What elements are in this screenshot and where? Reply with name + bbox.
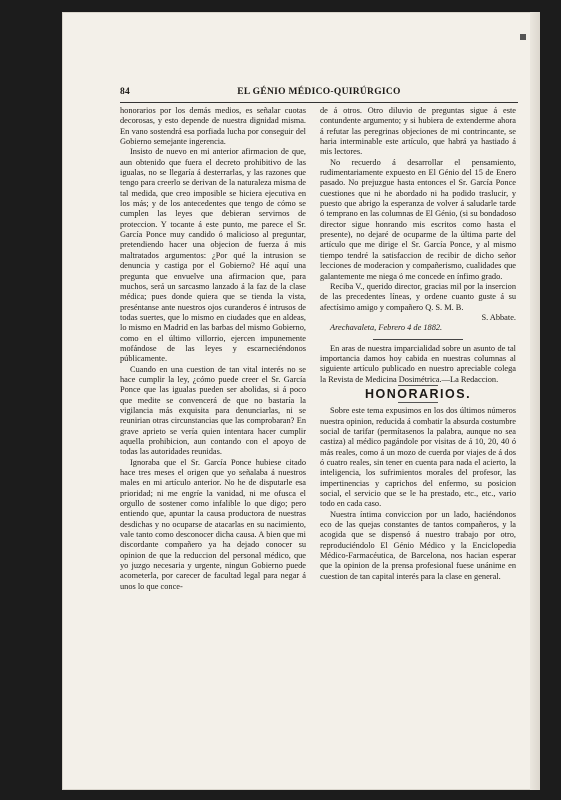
paragraph: Nuestra íntima conviccion por un lado, haciéndonos eco de las quejas constantes de tantos compañeros, y la acogida que se dispensó á nuestro trabajo por otro, reproduciéndolo El Génio Médico y la Enciclopedia Médico-Farmacéutica, de Barcelona, nos hacian esperar que la opinion de la prensa profesional fuese unánime en cuestion de tan capital interés para la clase en general. (320, 509, 516, 581)
paragraph: de á otros. Otro diluvio de preguntas sigue á este contundente argumento; y si hubiera de extenderme ahora á refutar las peregrinas objeciones de mi contrincante, se haria interminable este artículo, que habrá ya hastiado á mis lectores. (320, 106, 516, 157)
paragraph: honorarios por los demás medios, es señalar cuotas decorosas, y esto depende de nuestra dignidad misma. En vano sostendrá esa porfiada lucha por conseguir del Gobierno semejante ingerencia. (120, 106, 306, 147)
dateline: Arechavaleta, Febrero 4 de 1882. (330, 323, 443, 333)
paragraph: Sobre este tema expusimos en los dos últimos números nuestra opinion, reducida á combatir la absurda costumbre social de tarifar (permítasenos la palabra, aunque no sea castiza) al médico pagándole por visitas de á 10, 20, 40 ó más reales, como á un mozo de cuerda por viajes de á dos ó cuatro reales, sin tener en cuenta para nada el acierto, la inteligencia, los sufrimientos morales del profesor, las impertinencias y caprichos del enfermo, su posicion social, el servicio que se le ha prestado, etc., etc., vario todo en cada caso. (320, 406, 516, 509)
document-page (62, 12, 540, 790)
editorial-note: En aras de nuestra imparcialidad sobre un asunto de tal importancia damos hoy cabida en nuestras columnas al siguiente artículo publicado en nuestro apreciable colega la Revista de Medicina Dosimétrica.—La Redaccion. (320, 343, 516, 384)
header-rule (120, 102, 518, 103)
signature: S. Abbate. (481, 312, 516, 322)
scan-mark (520, 34, 526, 40)
running-title: EL GÉNIO MÉDICO-QUIRÚRGICO (237, 87, 401, 97)
running-header (120, 87, 518, 101)
paragraph: Ignoraba que el Sr. García Ponce hubiese citado hace tres meses el origen que yo señalaba á nuestros males en mi artículo anterior. No he de disputarle esa prioridad; ni me engríe la vanidad, ni me ofusca el orgullo de sostener como infalible lo que digo; pero entiendo que, apuntar la causa productora de nuestras desdichas y no ocuparse de atacarlas en su nacimiento, vale tanto como desconocer dicha causa. A bien que mi discordante compañero ya ha dejado conocer su opinion de que la reduccion del personal médico, que yo juzgo necesaria y urgente, ningun Gobierno puede acometerla, por carecer de facultad legal para negar á unos lo que conce- (120, 457, 306, 591)
paragraph: Cuando en una cuestion de tan vital interés no se hace cumplir la ley, ¿cómo puede creer el Sr. García Ponce que las igualas pueden ser abolidas, si á poco que medite se convencerá de que no bastaría la vigilancia más exquisita para denunciarlas, ni se reunirian otras circunstancias que las comprobaran? En grave aprieto se vería quien intentara hacer cumplir aquella prohibicion, aun contando con el apoyo de todas las autoridades reunidas. (120, 364, 306, 457)
page-number: 84 (120, 87, 131, 97)
separator-rule (398, 402, 438, 403)
separator-rule (373, 339, 463, 340)
right-column (320, 106, 516, 582)
paragraph: Insisto de nuevo en mi anterior afirmacion de que, aun obtenido que fuera el decreto prohibitivo de las igualas, no se llegaría á desterrarlas, y las razones que tengo para creerlo se derivan de la naturaleza misma de tal medida, que creo imposible se hiciera ejecutiva en los más; y de los antecedentes que tengo de cómo se cumplen las leyes que debieran servirnos de proteccion. Y tocante á este punto, me parece el Sr. García Ponce muy candido ó malicioso al preguntar, pretendiendo hacer una objecion de fuerza á mis maltratados argumentos: ¿Por qué la intrusion se denuncia y castiga por el Gobierno? Hé aquí una pregunta que envuelve una afirmacion que, para muchos, será un sarcasmo lanzado á la faz de la clase médica; pues donde quiera que se tienda la vista, preséntanse ante nuestros ojos curanderos é intrusos de todas suertes, que lo mismo en ciudades que en aldeas, lo mismo en Madrid en las barbas del mismo Gobierno, como en el último villorrio, ejercen impunemente mofándose de las leyes y escarneciéndonos públicamente. (120, 147, 306, 364)
left-column (120, 106, 306, 592)
section-title: HONORARIOS. (364, 386, 472, 401)
paragraph: Reciba V., querido director, gracias mil por la insercion de las precedentes líneas, y ordene cuanto guste á su afectísimo amigo y compañero Q. S. M. B. (320, 281, 516, 312)
separator-rule (398, 385, 438, 386)
page-edge-shadow (530, 12, 540, 790)
paragraph: No recuerdo á desarrollar el pensamiento, rudimentariamente expuesto en El Génio del 15 de Enero pasado. No prejuzgue hasta entonces el Sr. García Ponce cuestiones que ni he abordado ni ha podido traslucir, y puesto que abrigo la esperanza de volver á saludarle tarde ó temprano en las columnas de El Génio, (si su bondadoso director sigue honrando mis escritos como hasta el presente), no dejaré de ocuparme de la última parte del artículo que me dirige el Sr. García Ponce, y al mismo tiempo tendré la satisfaccion de recibir de dicho señor lecciones de moderacion y compañerismo, cualidades que galantemente me niega ó me concede en ínfimo grado. (320, 157, 516, 281)
